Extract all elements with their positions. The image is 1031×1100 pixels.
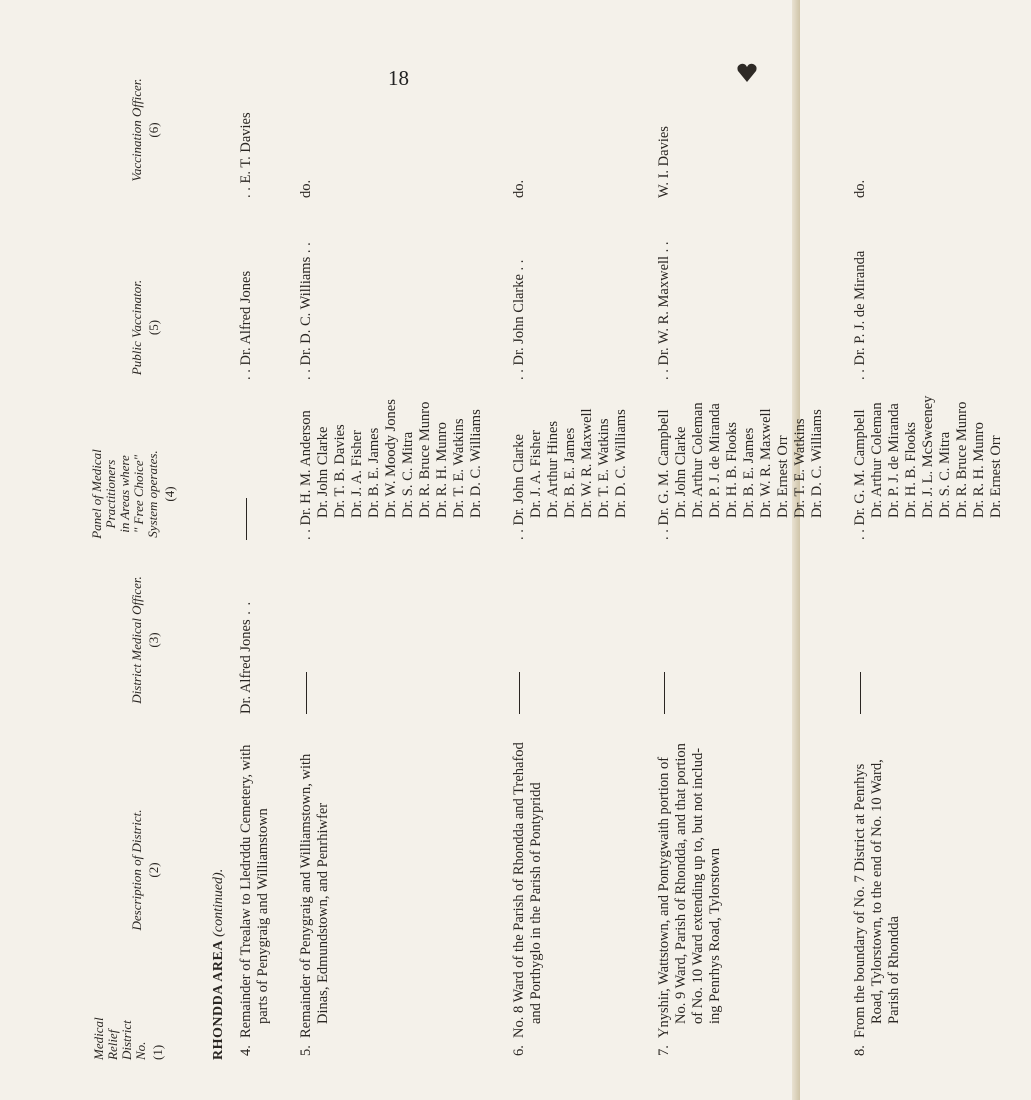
vaccination-officer: do. <box>852 179 868 198</box>
panel-practitioners <box>238 380 255 540</box>
header-col3 <box>130 545 161 735</box>
panel-practitioner: Dr. S. C. Mitra <box>937 431 953 518</box>
panel-practitioner: Dr. T. B. Davies <box>332 424 348 518</box>
panel-practitioner: Dr. Arthur Coleman <box>690 402 706 518</box>
public-vaccinator: . . Dr. John Clarke . . <box>511 259 527 380</box>
header-col5-label: Public Vaccinator. <box>129 279 144 376</box>
table-row <box>852 40 1031 1060</box>
panel-practitioner: Dr. John Clarke <box>315 426 331 518</box>
header-col3-label: District Medical Officer. <box>129 576 144 704</box>
panel-practitioner: Dr. R. Bruce Munro <box>417 401 433 518</box>
column-headers <box>90 40 192 1060</box>
district-medical-officer <box>511 554 528 714</box>
area-heading <box>210 869 227 1060</box>
panel-practitioner: Dr. H. B. Flooks <box>724 422 740 518</box>
table-row <box>238 40 298 1060</box>
description-line: Road, Tylorstown, to the end of No. 10 Ward, <box>869 759 885 1024</box>
district-description <box>852 718 903 1038</box>
header-col5-number: (5) <box>146 319 161 336</box>
public-vaccinator: . . Dr. W. R. Maxwell . . <box>656 241 672 380</box>
table-row <box>298 40 511 1060</box>
table-row <box>511 40 656 1060</box>
description-line: and Porthyglo in the Parish of Pontypridd <box>528 782 544 1024</box>
header-col4-line: Practitioners <box>103 459 118 529</box>
area-name: RHONDDA AREA <box>211 940 226 1060</box>
header-col1-number: (1) <box>150 1044 165 1060</box>
header-col1-line: District <box>119 1020 134 1060</box>
header-col1-line: Relief <box>105 1029 120 1060</box>
panel-practitioner: Dr. H. B. Flooks <box>903 422 919 518</box>
panel-practitioner: Dr. J. A. Fisher <box>349 430 365 518</box>
header-col1 <box>91 1017 165 1060</box>
panel-practitioner: Dr. W. Moody Jones <box>383 399 399 518</box>
page-number: 18 <box>388 66 409 90</box>
empty-dash <box>519 672 520 714</box>
empty-dash <box>306 672 307 714</box>
header-col6-label: Vaccination Officer. <box>129 78 144 182</box>
area-note: (continued). <box>211 868 226 937</box>
rotated-table <box>89 40 1004 1060</box>
panel-practitioner: Dr. Arthur Coleman <box>869 402 885 518</box>
panel-practitioner: Dr. R. H. Munro <box>434 422 450 518</box>
district-medical-officer <box>298 554 315 714</box>
panel-practitioners <box>511 380 630 540</box>
panel-practitioner: . . Dr. G. M. Campbell <box>656 409 672 540</box>
header-col1-line: No. <box>133 1041 148 1060</box>
public-vaccinator: . . Dr. D. C. Williams . . <box>298 242 314 380</box>
header-col6 <box>130 40 161 220</box>
district-medical-officer <box>238 554 255 714</box>
description-line: Parish of Rhondda <box>886 916 902 1024</box>
description-line: Dinas, Edmundstown, and Penrhiwfer <box>315 802 331 1024</box>
description-line: ing Penrhys Road, Tylorstown <box>707 848 723 1024</box>
panel-practitioner: Dr. T. E. Watkins <box>451 418 467 518</box>
panel-practitioner: Dr. John Clarke <box>673 426 689 518</box>
empty-dash <box>246 498 247 540</box>
district-number: 5. <box>298 1045 314 1056</box>
panel-practitioner: Dr. S. C. Mitra <box>400 431 416 518</box>
header-col4-line: System operates. <box>145 450 160 538</box>
header-col4-line: in Areas where <box>117 455 132 533</box>
dmo-value: Dr. Alfred Jones <box>238 619 254 714</box>
description-line: No. 8 Ward of the Parish of Rhondda and Trehafod <box>511 742 527 1038</box>
district-medical-officer <box>656 554 673 714</box>
panel-practitioner: Dr. P. J. de Miranda <box>707 403 723 518</box>
panel-practitioner: Dr. D. C. Williams <box>468 409 484 518</box>
description-line: Remainder of Trealaw to Lledrddu Cemetery, with <box>238 744 254 1038</box>
header-col2-label: Description of District. <box>129 809 144 931</box>
header-col3-number: (3) <box>146 632 161 648</box>
panel-practitioner: Dr. J. L. McSweeney <box>920 395 936 518</box>
panel-practitioner: Dr. T. E. Watkins <box>596 418 612 518</box>
district-rows <box>238 40 1031 1060</box>
empty-dash <box>860 672 861 714</box>
district-description <box>298 718 332 1038</box>
panel-practitioner: Dr. R. H. Munro <box>971 422 987 518</box>
panel-practitioner: Dr. Ernest Orr <box>775 435 791 518</box>
district-description <box>656 718 724 1038</box>
public-vaccinator: . . Dr. P. J. de Miranda <box>852 250 868 380</box>
vaccination-officer: do. <box>511 179 527 198</box>
panel-practitioner: . . Dr. H. M. Anderson <box>298 410 314 540</box>
header-col2 <box>130 735 161 1005</box>
vaccination-officer: . . E. T. Davies <box>238 112 254 198</box>
header-col6-number: (6) <box>146 122 161 138</box>
panel-practitioner: Dr. D. C. Williams <box>809 409 825 518</box>
district-description <box>511 718 545 1038</box>
panel-practitioners <box>656 380 826 540</box>
panel-practitioner: . . Dr. G. M. Campbell <box>852 409 868 540</box>
header-col2-number: (2) <box>146 862 161 878</box>
district-number: 4. <box>238 1045 254 1056</box>
panel-practitioners <box>852 380 1005 540</box>
panel-practitioner: Dr. W. R. Maxwell <box>758 408 774 518</box>
panel-empty <box>238 380 255 540</box>
panel-practitioner: Dr. W. R. Maxwell <box>579 408 595 518</box>
panel-practitioners <box>298 380 485 540</box>
panel-practitioner: Dr. B. E. James <box>741 427 757 518</box>
header-col4-number: (4) <box>162 486 177 502</box>
empty-dash <box>664 672 665 714</box>
panel-practitioner: Dr. B. E. James <box>366 427 382 518</box>
header-col5 <box>130 220 161 435</box>
panel-practitioner: Dr. R. Bruce Munro <box>954 401 970 518</box>
description-line: parts of Penygraig and Williamstown <box>255 808 271 1024</box>
header-col4-line: " Free Choice" <box>131 454 146 534</box>
panel-practitioner: Dr. P. J. de Miranda <box>886 403 902 518</box>
district-medical-officer <box>852 554 869 714</box>
vaccination-officer: W. I. Davies <box>656 126 672 198</box>
district-number: 6. <box>511 1045 527 1056</box>
header-col1-line: Medical <box>91 1017 106 1060</box>
panel-practitioner: Dr. J. A. Fisher <box>528 430 544 518</box>
panel-practitioner: Dr. T. E. Watkins <box>792 418 808 518</box>
description-line: Remainder of Penygraig and Williamstown, with <box>298 753 314 1038</box>
vaccination-officer: do. <box>298 179 314 198</box>
panel-practitioner: Dr. B. E. James <box>562 427 578 518</box>
district-number: 8. <box>852 1045 868 1056</box>
public-vaccinator: . . Dr. Alfred Jones <box>238 270 254 380</box>
panel-practitioner: . . Dr. John Clarke <box>511 434 527 540</box>
description-line: No. 9 Ward, Parish of Rhondda, and that portion <box>673 743 689 1024</box>
description-line: of No. 10 Ward extending up to, but not includ- <box>690 747 706 1024</box>
description-line: Ynyshir, Wattstown, and Pontygwaith portion of <box>656 756 672 1038</box>
description-line: From the boundary of No. 7 District at Penrhys <box>852 763 868 1038</box>
table-row <box>656 40 852 1060</box>
header-col4-line: Panel of Medical <box>89 449 104 539</box>
panel-practitioner: Dr. Ernest Orr <box>988 435 1004 518</box>
panel-practitioner: Dr. Arthur Hines <box>545 420 561 518</box>
panel-practitioner: Dr. D. C. Williams <box>613 409 629 518</box>
district-number: 7. <box>656 1045 672 1056</box>
leader-dots: . . <box>238 600 254 620</box>
header-col4 <box>90 438 177 550</box>
district-description <box>238 718 272 1038</box>
